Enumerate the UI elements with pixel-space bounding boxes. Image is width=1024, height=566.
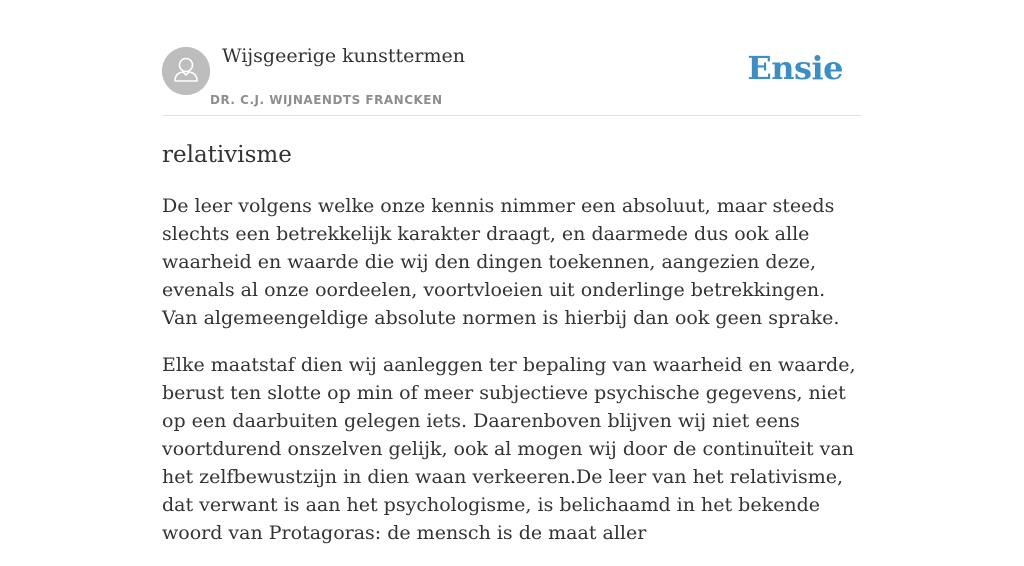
book-title-link[interactable]: Wijsgeerige kunsttermen	[222, 45, 466, 67]
paragraph: De leer volgens welke onze kennis nimmer een absoluut, maar steeds slechts een betrekkelijk karakter draagt, en daarmede dus ook alle waarheid en waarde die wij den dingen toekennen, aangezien deze, evenals al onze oordeelen, voortvloeien uit onderlinge betrekkingen. Van algemeengeldige absolute normen is hierbij dan ook geen sprake.	[162, 195, 840, 329]
content-column	[162, 0, 862, 566]
entry-title: relativisme	[162, 142, 292, 168]
user-silhouette-icon	[162, 47, 210, 95]
ensie-logo[interactable]: Ensie	[747, 49, 843, 87]
author-link[interactable]: DR. C.J. WIJNAENDTS FRANCKEN	[210, 93, 443, 107]
paragraph: Elke maatstaf dien wij aanleggen ter bepaling van waarheid en waarde, berust ten slotte op min of meer subjectieve psychische gegevens, niet op een daarbuiten gelegen iets. Daarenboven blijven wij niet eens voortdurend onszelven gelijk, ook al mogen wij door de continuïteit van het zelfbewustzijn in dien waan verkeeren.De leer van het relativisme, dat verwant is aan het psychologisme, is belichaamd in het bekende woord van Protagoras: de mensch is de maat aller	[162, 354, 856, 544]
entry-body	[162, 192, 862, 547]
header	[162, 0, 862, 116]
